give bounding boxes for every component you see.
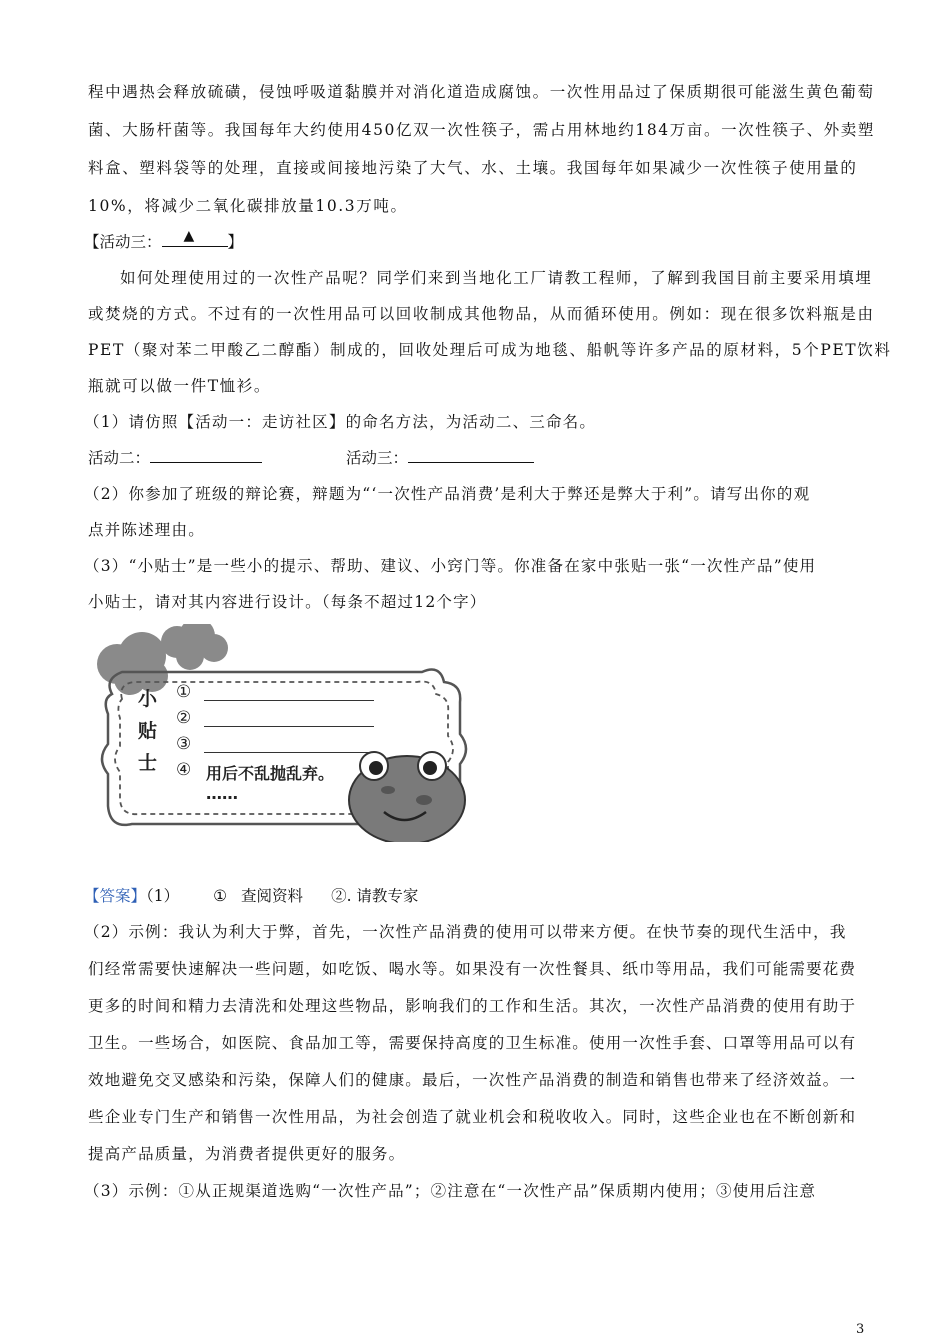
answer-label: 【答案】: [84, 887, 147, 905]
answer-q1-num: （1）: [146, 887, 180, 905]
activity3-line: 瓶就可以做一件T恤衫。: [88, 377, 271, 395]
passage-line: 菌、大肠杆菌等。我国每年大约使用450亿双一次性筷子，需占用林地约184万亩。一次性筷子、外卖塑: [88, 121, 875, 139]
tip-number: ①: [176, 682, 192, 702]
question-3: （3）“小贴士”是一些小的提示、帮助、建议、小窍门等。你准备在家中张贴一张“一次性产品”使用: [84, 557, 817, 575]
activity3-answer-blank: [408, 447, 534, 463]
answer-q2-line: 提高产品质量，为消费者提供更好的服务。: [88, 1145, 406, 1163]
blank-label: 活动二：: [88, 449, 151, 467]
tip-blank-line: [204, 700, 374, 701]
cloud-icon: [97, 632, 168, 695]
question-1: （1）请仿照【活动一：走访社区】的命名方法，为活动二、三命名。: [84, 413, 597, 431]
tips-title-char: 贴: [138, 720, 158, 742]
tip-blank-line: [204, 752, 374, 753]
tip-item-4: 用后不乱抛乱弃。: [206, 764, 335, 783]
answer-q3-line: （3）示例：①从正规渠道选购“一次性产品”；②注意在“一次性产品”保质期内使用；③使用后注意: [84, 1182, 817, 1200]
tip-ellipsis: ……: [206, 784, 238, 803]
blank-label: 活动三：: [346, 449, 409, 467]
frog-icon: [349, 752, 465, 842]
tips-title-char: 士: [138, 752, 158, 774]
tip-number: ②: [176, 708, 192, 728]
activity3-line: 或焚烧的方式。不过有的一次性用品可以回收制成其他物品，从而循环使用。例如：现在很多饮料瓶是由: [88, 305, 875, 323]
question-2: 点并陈述理由。: [88, 521, 205, 539]
passage-line: 料盒、塑料袋等的处理，直接或间接地污染了大气、水、土壤。我国每年如果减少一次性筷子使用量的: [88, 159, 858, 177]
answer-q1-item1: 查阅资料: [241, 887, 304, 905]
answer-q1-item1-num: ①: [213, 887, 228, 905]
answer-q1-item2: ②. 请教专家: [331, 887, 419, 905]
activity3-suffix: 】: [227, 233, 244, 251]
activity3-blank: [162, 228, 228, 247]
tip-blank-line: [204, 726, 374, 727]
answer-blank-activity3: [346, 446, 534, 468]
activity2-answer-blank: [150, 447, 262, 463]
passage-line: 10%，将减少二氧化碳排放量10.3万吨。: [88, 197, 408, 215]
answer-q2-line: 更多的时间和精力去清洗和处理这些物品，影响我们的工作和生活。其次，一次性产品消费的使用有助于: [88, 997, 857, 1015]
answer-q1: [84, 884, 418, 906]
tip-number: ③: [176, 734, 192, 754]
activity3-line: 如何处理使用过的一次性产品呢？同学们来到当地化工厂请教工程师，了解到我国目前主要采用填埋: [120, 269, 873, 287]
answer-q2-line: 卫生。一些场合，如医院、食品加工等，需要保持高度的卫生标准。使用一次性手套、口罩等用品可以有: [88, 1034, 857, 1052]
activity3-line: PET（聚对苯二甲酸乙二醇酯）制成的，回收处理后可成为地毯、船帆等许多产品的原材料，5个PET饮料: [88, 341, 892, 359]
tip-number: ④: [176, 760, 192, 780]
tips-card-illustration: [92, 624, 472, 842]
passage-line: 程中遇热会释放硫磺，侵蚀呼吸道黏膜并对消化道造成腐蚀。一次性用品过了保质期很可能滋生黄色葡萄: [88, 83, 875, 101]
cloud-icon: [161, 624, 228, 670]
answer-blank-activity2: [88, 446, 262, 468]
question-3: 小贴士，请对其内容进行设计。（每条不超过12个字）: [88, 593, 487, 611]
answer-q2-line: 们经常需要快速解决一些问题，如吃饭、喝水等。如果没有一次性餐具、纸巾等用品，我们可能需要花费: [88, 960, 857, 978]
tips-title-char: 小: [138, 688, 158, 710]
activity3-prefix: 【活动三：: [84, 233, 162, 251]
triangle-placeholder-icon: ▲: [183, 228, 195, 244]
page-number: 3: [856, 1322, 865, 1337]
answer-q2-line: 效地避免交叉感染和污染，保障人们的健康。最后，一次性产品消费的制造和销售也带来了经济效益。一: [88, 1071, 857, 1089]
activity3-heading: [84, 230, 243, 252]
question-2: （2）你参加了班级的辩论赛，辩题为“‘一次性产品消费’是利大于弊还是弊大于利”。请写出你的观: [84, 485, 811, 503]
answer-q2-line: （2）示例：我认为利大于弊，首先，一次性产品消费的使用可以带来方便。在快节奏的现代生活中，我: [84, 923, 847, 941]
answer-q2-line: 些企业专门生产和销售一次性用品，为社会创造了就业机会和税收收入。同时，这些企业也在不断创新和: [88, 1108, 857, 1126]
